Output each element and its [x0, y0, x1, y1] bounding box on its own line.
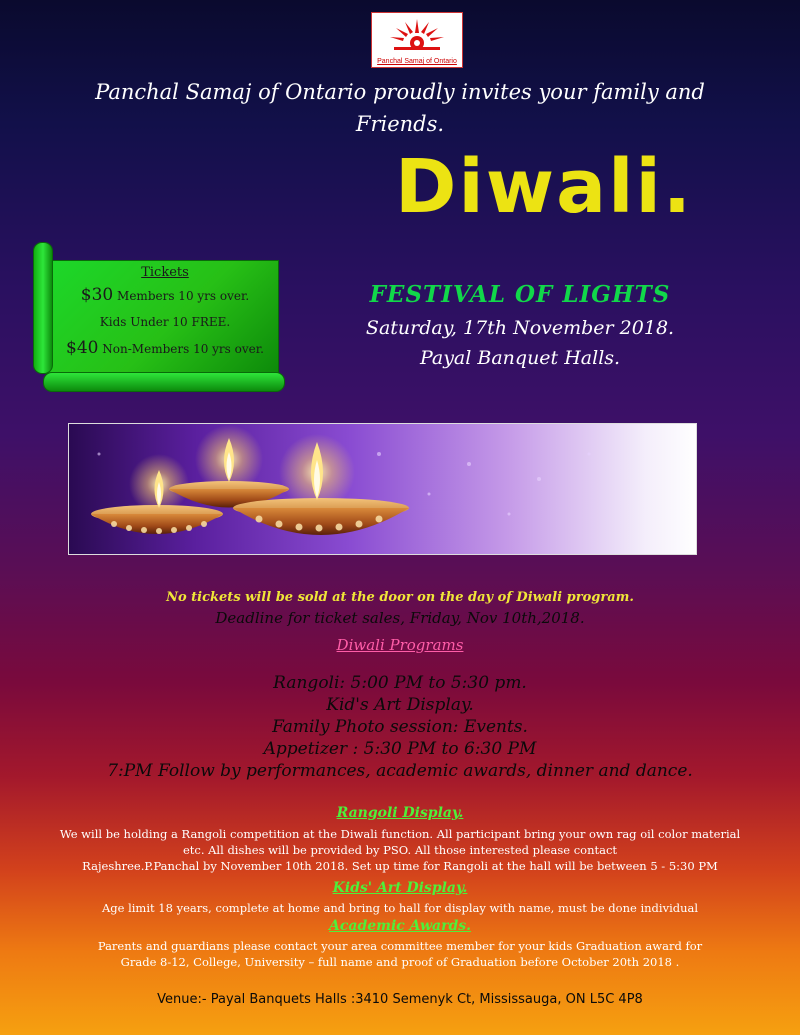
- tickets-header: Tickets: [141, 265, 189, 280]
- rangoli-line-3: Rajeshree.P.Panchal by November 10th 2018. Set up time for Rangoli at the hall will be between 5 - 5:30 PM: [82, 859, 718, 873]
- festival-heading: FESTIVAL OF LIGHTS: [369, 281, 671, 308]
- ticket-deadline: Deadline for ticket sales, Friday, Nov 10th,2018.: [215, 609, 585, 627]
- members-text: Members 10 yrs over.: [117, 289, 250, 303]
- program-item: Family Photo session: Events.: [272, 717, 528, 737]
- program-item: Rangoli: 5:00 PM to 5:30 pm.: [273, 673, 527, 693]
- program-item: 7:PM Follow by performances, academic awards, dinner and dance.: [107, 761, 693, 781]
- rangoli-details: [20, 826, 780, 874]
- programs-heading: Diwali Programs: [336, 636, 464, 654]
- event-details: [330, 313, 710, 373]
- program-item: Appetizer : 5:30 PM to 6:30 PM: [263, 739, 537, 759]
- organization-logo: [371, 12, 463, 68]
- nonmembers-text: Non-Members 10 yrs over.: [102, 342, 264, 356]
- program-list: [40, 672, 760, 782]
- diwali-title: Diwali.: [395, 144, 693, 230]
- event-date: Saturday, 17th November 2018.: [365, 317, 675, 339]
- academic-line-2: Grade 8-12, College, University – full name and proof of Graduation before October 20th 2018 .: [120, 955, 680, 969]
- invitation-line-2: Friends.: [355, 112, 445, 136]
- program-item: Kid's Art Display.: [326, 695, 474, 715]
- academic-awards-details: [20, 938, 780, 970]
- tickets-kids-line: Kids Under 10 FREE.: [99, 315, 231, 329]
- invitation-line-1: Panchal Samaj of Ontario proudly invites your family and: [95, 80, 705, 104]
- academic-awards-heading: Academic Awards.: [328, 918, 472, 934]
- kids-art-line-1: Age limit 18 years, complete at home and bring to hall for display with name, must be done individual: [101, 901, 699, 915]
- members-price: $30: [80, 285, 114, 305]
- diya-lamps-illustration: [69, 424, 696, 554]
- tickets-nonmembers-line: [55, 335, 275, 362]
- nonmembers-price: $40: [66, 338, 99, 358]
- rangoli-heading: Rangoli Display.: [336, 805, 464, 821]
- tickets-scroll: [33, 242, 285, 392]
- rangoli-line-2: etc. All dishes will be provided by PSO. All those interested please contact: [182, 843, 618, 857]
- kids-art-details: [20, 900, 780, 916]
- scroll-left-roll: [33, 242, 53, 374]
- rangoli-line-1: We will be holding a Rangoli competition at the Diwali function. All participant bring your own rag oil color material: [59, 827, 741, 841]
- tickets-members-line: [55, 282, 275, 309]
- venue-address: Venue:- Payal Banquets Halls :3410 Semenyk Ct, Mississauga, ON L5C 4P8: [157, 992, 643, 1007]
- academic-line-1: Parents and guardians please contact your area committee member for your kids Graduation award for: [97, 939, 703, 953]
- scroll-bottom-roll: [43, 372, 285, 392]
- diya-lamps-banner: [68, 423, 697, 555]
- kids-art-heading: Kids' Art Display.: [332, 880, 468, 896]
- no-door-sales-notice: No tickets will be sold at the door on the day of Diwali program.: [166, 590, 634, 605]
- tickets-info: [55, 264, 275, 362]
- invitation-text: [40, 76, 760, 140]
- sunburst-logo-icon: [372, 13, 462, 57]
- logo-caption: Panchal Samaj of Ontario: [377, 58, 457, 65]
- event-venue-short: Payal Banquet Halls.: [419, 347, 621, 369]
